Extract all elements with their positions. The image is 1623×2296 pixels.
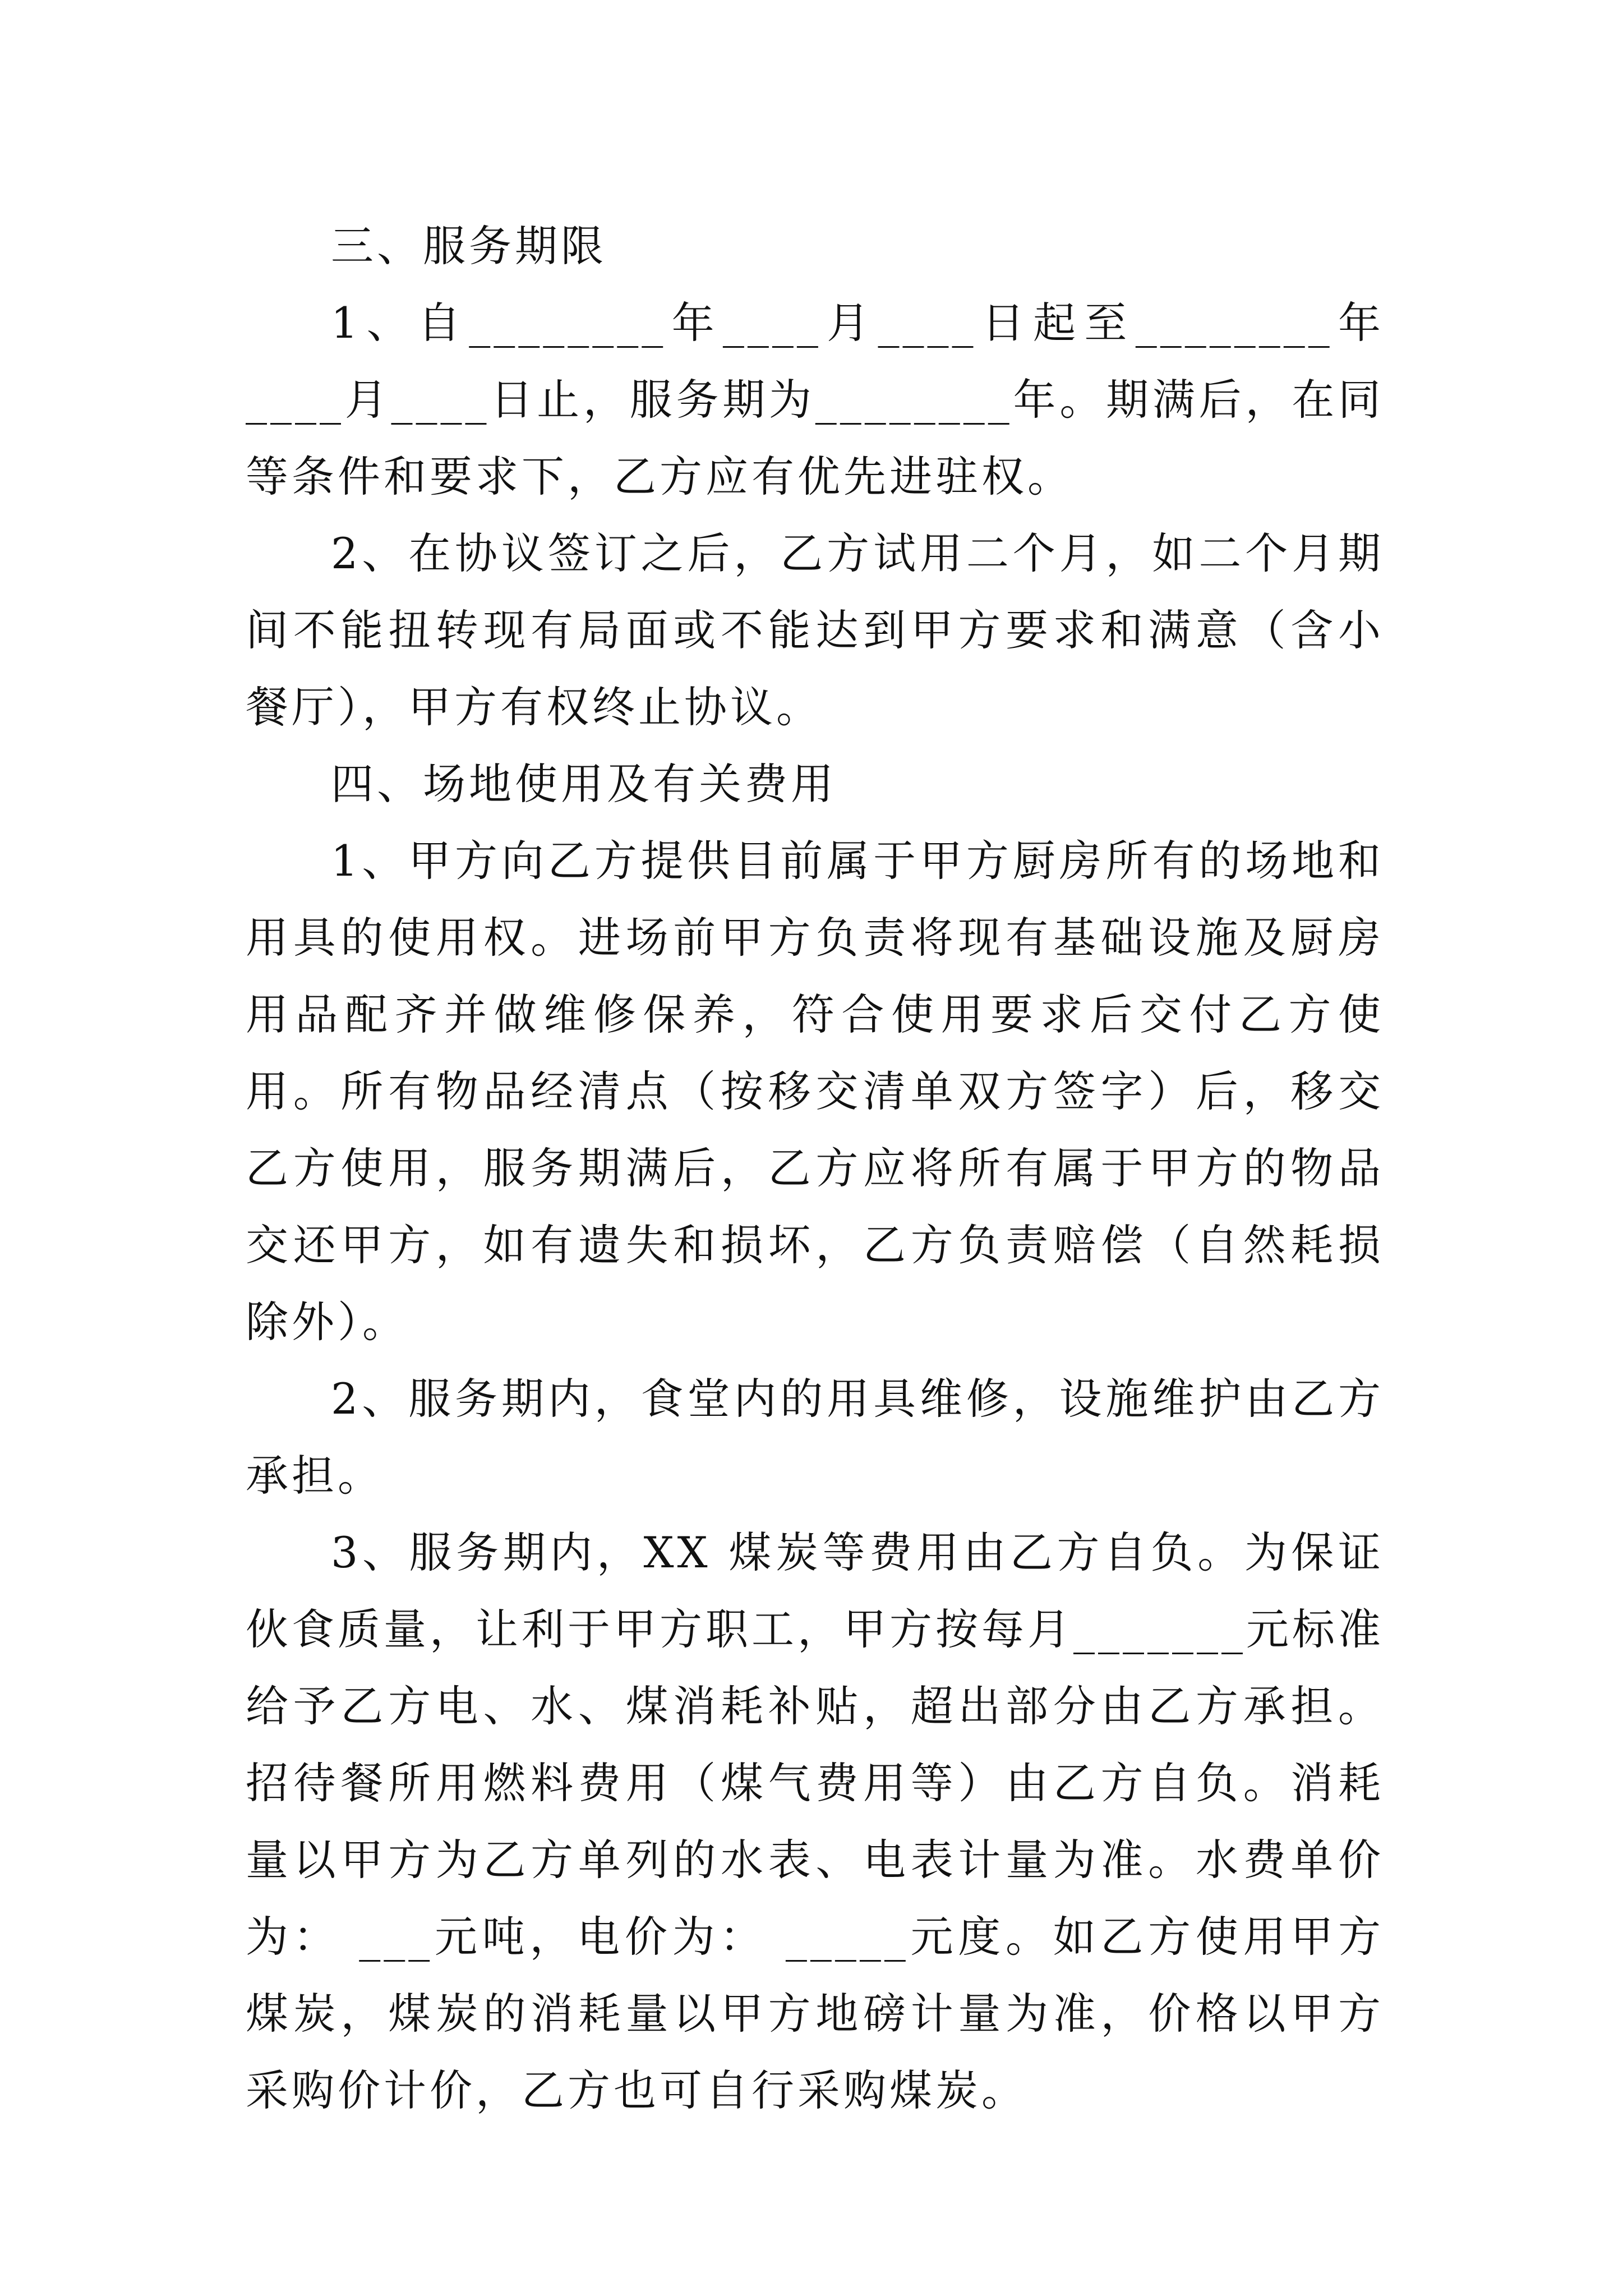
paragraph-service-period: 1、自________年____月____日起至________年____月____日止，服务期为________年。期满后，在同等条件和要求下，乙方应有优先进驻权。 xyxy=(246,298,1384,501)
section-heading-service-term: 三、服务期限 xyxy=(331,221,607,271)
paragraph-maintenance: 2、服务期内，食堂内的用具维修，设施维护由乙方承担。 xyxy=(246,1374,1384,1501)
paragraph-site-usage-rights: 1、甲方向乙方提供目前属于甲方厨房所有的场地和用具的使用权。进场前甲方负责将现有基础设施及厨房用品配齐并做维修保养，符合使用要求后交付乙方使用。所有物品经清点（按移交清单双方签字）后，移交乙方使用，服务期满后，乙方应将所有属于甲方的物品交还甲方，如有遗失和损坏，乙方负责赔偿（自然耗损除外）。 xyxy=(246,836,1384,1347)
paragraph-trial-period: 2、在协议签订之后，乙方试用二个月，如二个月期间不能扭转现有局面或不能达到甲方要求和满意（含小餐厅），甲方有权终止协议。 xyxy=(246,528,1384,732)
document-body xyxy=(246,208,1384,2129)
section-heading-site-usage-fees: 四、场地使用及有关费用 xyxy=(331,759,837,809)
paragraph-fees: 3、服务期内，XX 煤炭等费用由乙方自负。为保证伙食质量，让利于甲方职工，甲方按每月_______元标准给予乙方电、水、煤消耗补贴，超出部分由乙方承担。招待餐所用燃料费用（煤气费用等）由乙方自负。消耗量以甲方为乙方单列的水表、电表计量为准。水费单价为： ___元吨，电价为： _____元度。如乙方使用甲方煤炭，煤炭的消耗量以甲方地磅计量为准，价格以甲方采购价计价，乙方也可自行采购煤炭。 xyxy=(246,1527,1384,2115)
